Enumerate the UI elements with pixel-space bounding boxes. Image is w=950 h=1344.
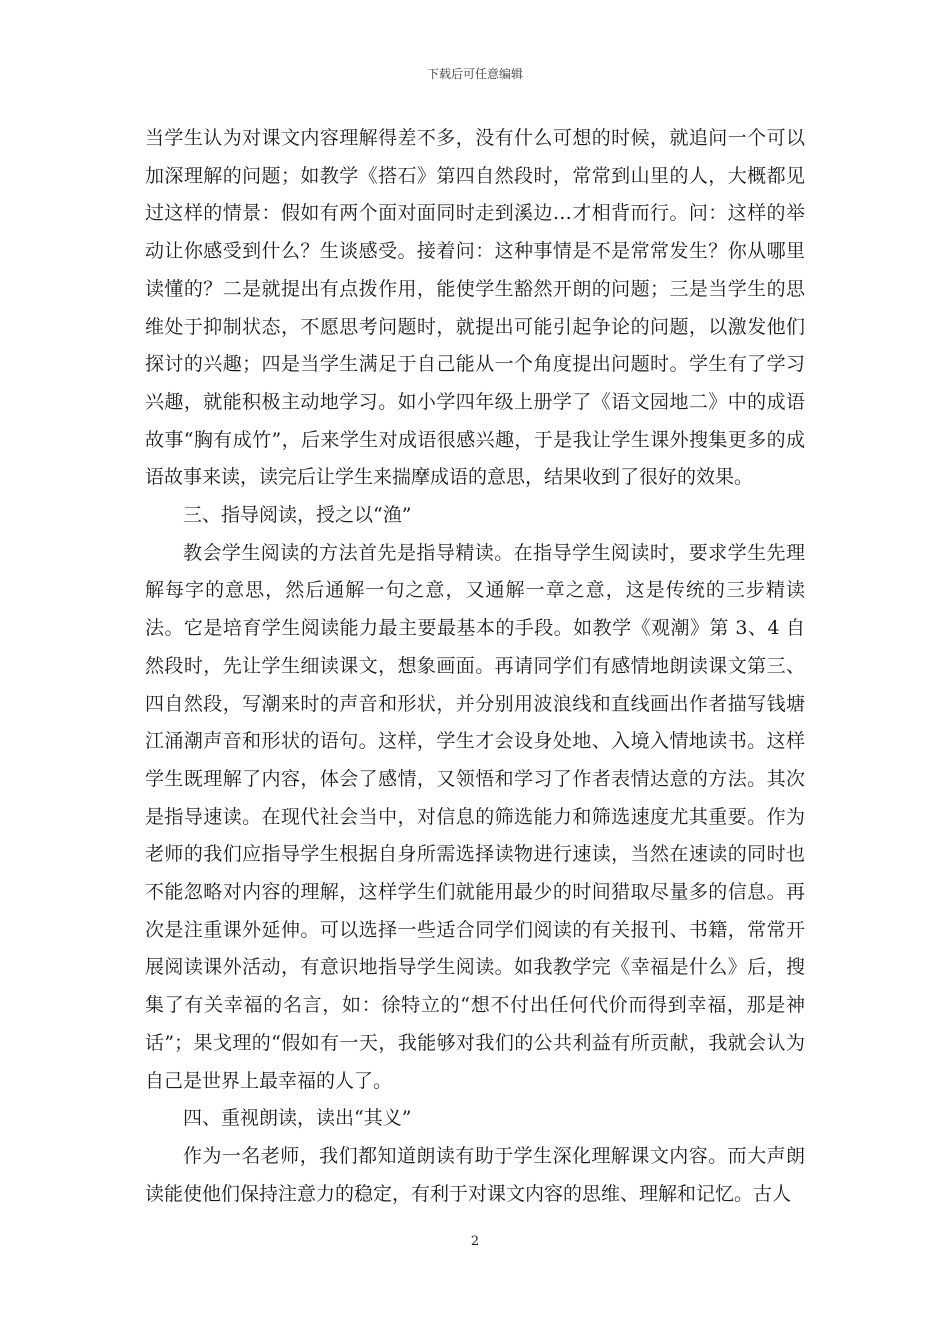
document-body — [145, 120, 805, 1213]
section-heading: 四、重视朗读，读出“其义” — [183, 1107, 412, 1130]
section-heading: 三、指导阅读，授之以“渔” — [183, 504, 412, 527]
body-paragraph: 作为一名老师，我们都知道朗读有助于学生深化理解课文内容。而大声朗读能使他们保持注意力的稳定，有利于对课文内容的思维、理解和记忆。古人 — [145, 1144, 805, 1205]
page-number: 2 — [470, 1234, 480, 1249]
page-header: 下载后可任意编辑 — [426, 67, 523, 81]
body-paragraph: 当学生认为对课文内容理解得差不多，没有什么可想的时候，就追问一个可以加深理解的问题；如教学《搭石》第四自然段时，常常到山里的人，大概都见过这样的情景：假如有两个面对面同时走到溪边…才相背而行。问：这样的举动让你感受到什么？生谈感受。接着问：这种事情是不是常常发生？你从哪里读懂的？二是就提出有点拨作用，能使学生豁然开朗的问题；三是当学生的思维处于抑制状态，不愿思考问题时，就提出可能引起争论的问题，以激发他们探讨的兴趣；四是当学生满足于自己能从一个角度提出问题时。学生有了学习兴趣，就能积极主动地学习。如小学四年级上册学了《语文园地二》中的成语故事“胸有成竹”，后来学生对成语很感兴趣，于是我让学生课外搜集更多的成语故事来读，读完后让学生来揣摩成语的意思，结果收到了很好的效果。 — [145, 127, 805, 489]
body-paragraph: 教会学生阅读的方法首先是指导精读。在指导学生阅读时，要求学生先理解每字的意思，然后通解一句之意，又通解一章之意，这是传统的三步精读法。它是培育学生阅读能力最主要最基本的手段。如教学《观潮》第 3、4 自然段时，先让学生细读课文，想象画面。再请同学们有感情地朗读课文第三、四自然段，写潮来时的声音和形状，并分别用波浪线和直线画出作者描写钱塘江涌潮声音和形状的语句。这样，学生才会设身处地、入境入情地读书。这样学生既理解了内容，体会了感情，又领悟和学习了作者表情达意的方法。其次是指导速读。在现代社会当中，对信息的筛选能力和筛选速度尤其重要。作为老师的我们应指导学生根据自身所需选择读物进行速读，当然在速读的同时也不能忽略对内容的理解，这样学生们就能用最少的时间猎取尽量多的信息。再次是注重课外延伸。可以选择一些适合同学们阅读的有关报刊、书籍，常常开展阅读课外活动，有意识地指导学生阅读。如我教学完《幸福是什么》后，搜集了有关幸福的名言，如：徐特立的“想不付出任何代价而得到幸福，那是神话”；果戈理的“假如有一天，我能够对我们的公共利益有所贡献，我就会认为自己是世界上最幸福的人了。 — [145, 541, 805, 1092]
